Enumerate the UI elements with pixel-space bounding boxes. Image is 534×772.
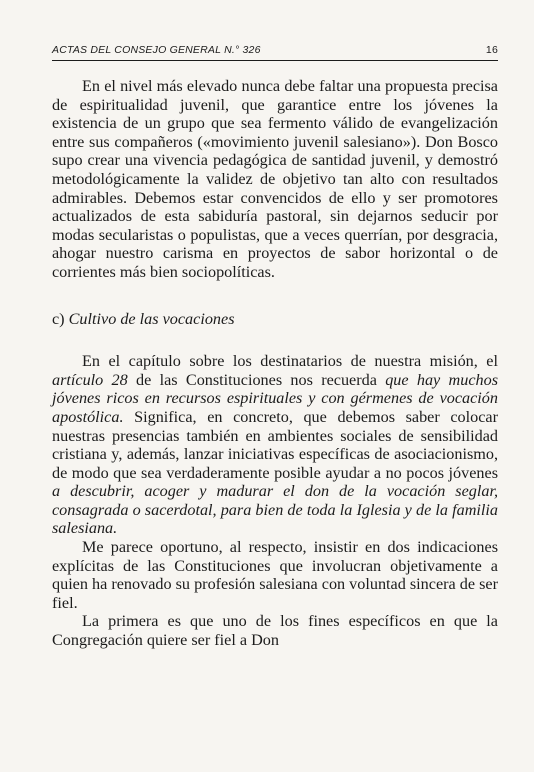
paragraph-spirituality: En el nivel más elevado nunca debe faltar una propuesta precisa de espiritualidad juvenil, que garantice entre los jóvenes la existencia de un grupo que sea fermento válido de evangelización entre sus compañeros («movimiento juvenil salesiano»). Don Bosco supo crear una vivencia pedagógica de santidad juvenil, y demostró metodológicamente la validez de objetivo tan alto con resultados admirables. Debemos estar convencidos de ello y ser promotores actualizados de esta sabiduría pastoral, sin dejarnos seducir por modas secularistas o populistas, que a veces querrían, por desgracia, ahogar nuestro carisma en proyectos de sabor horizontal o de corrientes más bien sociopolíticas. xyxy=(52,77,498,281)
article-reference: artículo 28 xyxy=(52,370,128,389)
paragraph-vocations xyxy=(52,352,498,538)
section-title: Cultivo de las vocaciones xyxy=(68,309,235,328)
header-rule xyxy=(52,60,498,61)
section-heading xyxy=(52,310,498,329)
constitutions-quote: que hay muchos jóvenes ricos en recursos espirituales y con gérmenes de vocación apostólica. xyxy=(52,370,498,426)
section-letter: c) xyxy=(52,309,65,328)
running-title: ACTAS DEL CONSEJO GENERAL N.° 326 xyxy=(52,44,261,56)
paragraph-first-indication: La primera es que uno de los fines específicos en que la Congregación quiere ser fiel a Don xyxy=(52,612,498,650)
vocations-text-2: de las Constituciones nos recuerda xyxy=(127,370,386,389)
page-number: 16 xyxy=(485,44,498,56)
page-body xyxy=(52,77,498,650)
vocations-text-1: En el capítulo sobre los destinatarios de nuestra misión, el xyxy=(82,352,498,371)
vocation-quote: a descubrir, acoger y madurar el don de la vocación seglar, consagrada o sacerdotal, para bien de toda la Iglesia y de la familia salesiana. xyxy=(52,482,498,538)
vocations-text-3: Significa, en concreto, que debemos saber colocar nuestras presencias también en ambientes sociales de sensibilidad cristiana y, además, lanzar iniciativas específicas de asociacionismo, de modo que sea verdaderamente posible ayudar a no pocos jóvenes xyxy=(52,407,498,482)
paragraph-indications: Me parece oportuno, al respecto, insistir en dos indicaciones explícitas de las Constituciones que involucran objetivamente a quien ha renovado su profesión salesiana con voluntad sincera de ser fiel. xyxy=(52,538,498,612)
